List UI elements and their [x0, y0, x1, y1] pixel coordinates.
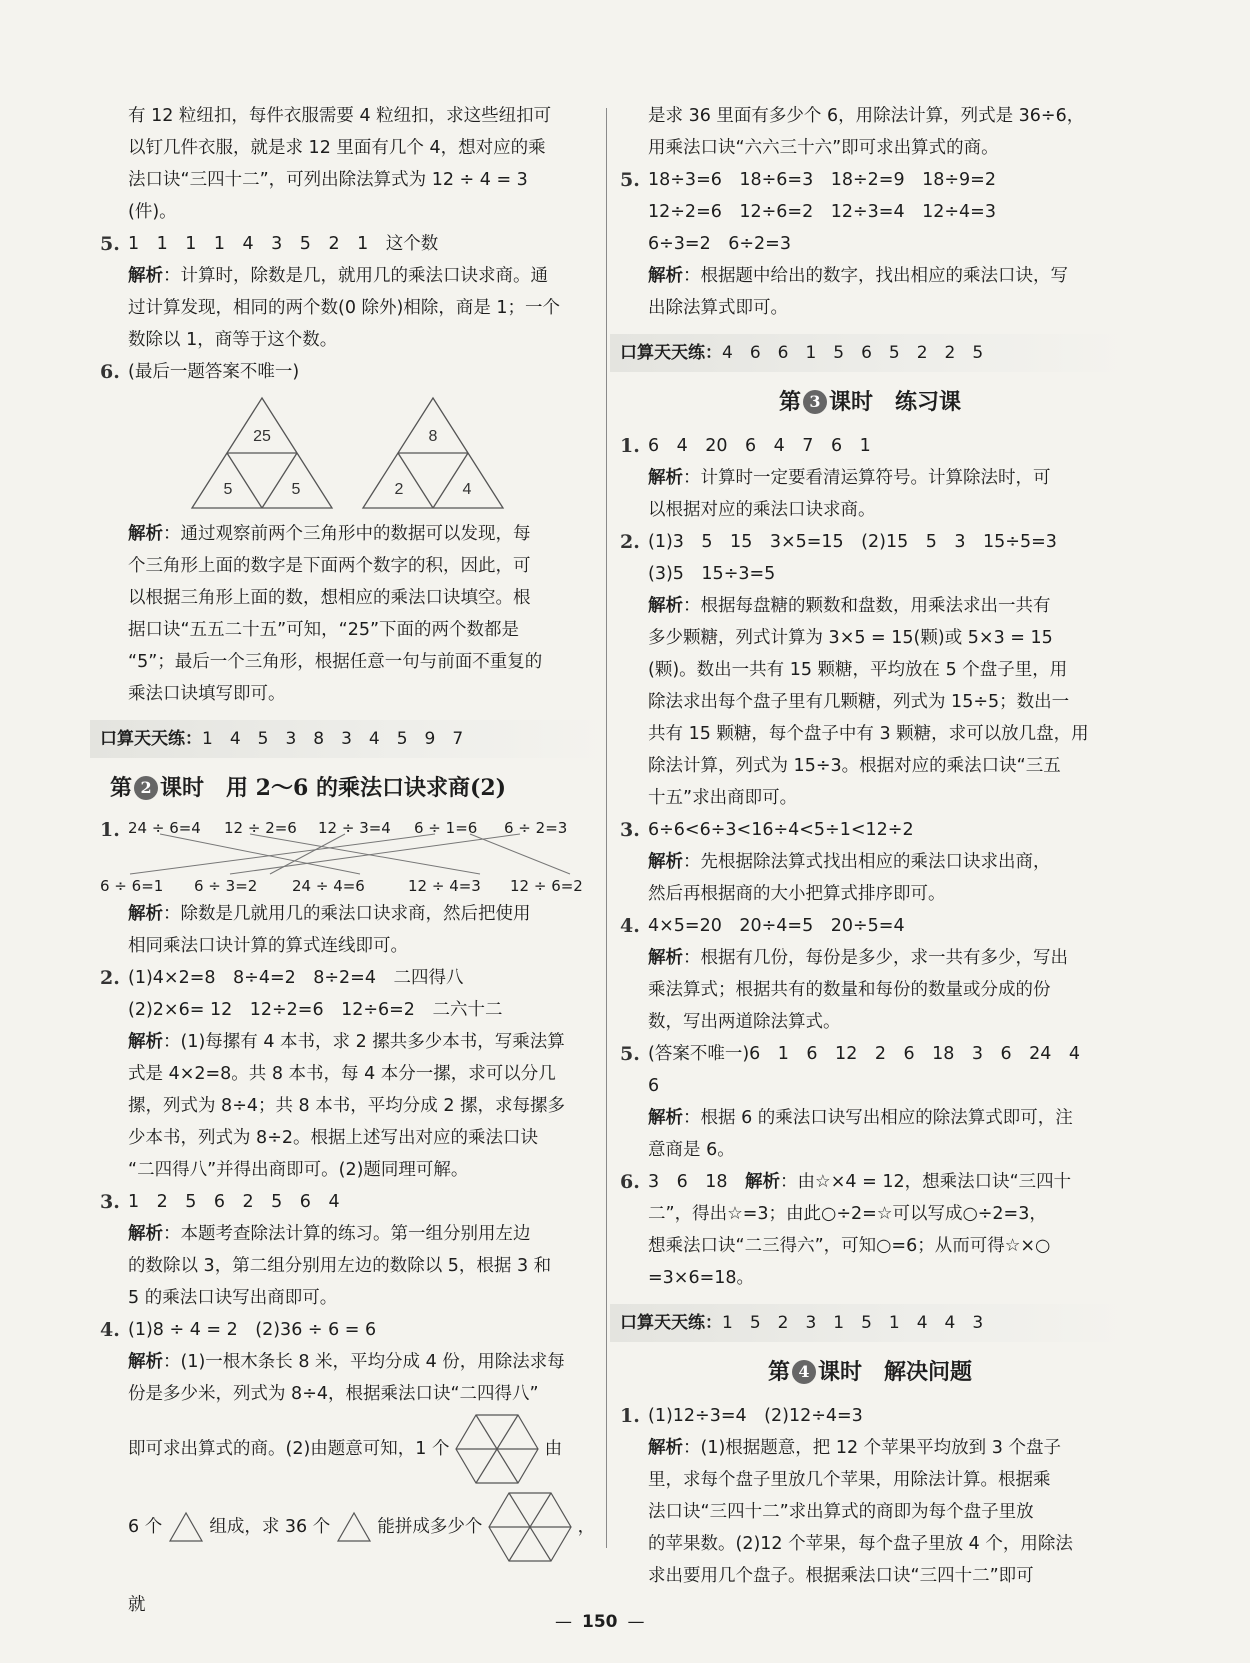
analysis-line [100, 1218, 600, 1250]
page-number-value: 150 [582, 1612, 618, 1632]
triangle-1-bottom-right: 5 [291, 481, 301, 498]
answer-line: (2)2×6= 12 12÷2=6 12÷6=2 二六十二 [128, 1000, 503, 1020]
answer-line: (3)5 15÷3=5 [648, 564, 776, 584]
lesson-title [100, 768, 600, 808]
analysis-line: 数除以 1，商等于这个数。 [128, 330, 338, 350]
answer: (答案不唯一)6 1 6 12 2 6 18 3 6 24 4 [648, 1044, 1081, 1064]
analysis-line: 过计算发现，相同的两个数(0 除外)相除，商是 1；一个 [128, 298, 561, 318]
analysis-line [100, 260, 600, 292]
analysis-line [100, 1346, 600, 1378]
analysis-line [100, 1488, 600, 1644]
analysis-label: 解析 [648, 1438, 683, 1458]
question-3 [620, 814, 1120, 846]
analysis-line: 除法计算，列式为 15÷3。根据对应的乘法口诀“三五 [648, 756, 1061, 776]
lesson-number-badge: 4 [792, 1360, 816, 1384]
lesson-prefix: 第 [767, 1359, 790, 1385]
answer: (1)8 ÷ 4 = 2 (2)36 ÷ 6 = 6 [128, 1320, 377, 1340]
answer: 1 2 5 6 2 5 6 4 [128, 1192, 340, 1212]
analysis-label: 解析 [648, 852, 683, 872]
question-number: 4. [620, 915, 640, 937]
oral-practice-values: 1 5 2 3 1 5 1 4 4 3 [722, 1313, 984, 1333]
oral-practice-values: 4 6 6 1 5 6 5 2 2 5 [722, 343, 984, 363]
question-number: 3. [620, 819, 640, 841]
analysis-label: 解析 [128, 1352, 163, 1372]
left-column [100, 100, 600, 1644]
analysis-line: “二四得八”并得出商即可。(2)题同理可解。 [128, 1160, 469, 1180]
match-top-item: 6 ÷ 2=3 [504, 819, 568, 837]
analysis-text: ：(1)根据题意，把 12 个苹果平均放到 3 个盘子 [683, 1438, 1061, 1458]
answer: 6÷6<6÷3<16÷4<5÷1<12÷2 [648, 820, 914, 840]
analysis-line: 多少颗糖，列式计算为 3×5 = 15(颗)或 5×3 = 15 [648, 628, 1053, 648]
answer-line: 6 [648, 1076, 660, 1096]
analysis-line: 求出要用几个盘子。根据乘法口诀“三四十二”即可 [648, 1566, 1034, 1586]
question-6 [100, 356, 600, 388]
oral-practice-label: 口算天天练： [620, 1313, 722, 1333]
analysis-line: 据口诀“五五二十五”可知，“25”下面的两个数都是 [128, 620, 520, 640]
match-bottom-item: 6 ÷ 6=1 [100, 877, 164, 895]
analysis-line [100, 898, 600, 930]
analysis-text: 组成，求 36 个 [209, 1517, 331, 1537]
analysis-text: ：除数是几就用几的乘法口诀求商，然后把使用 [163, 904, 531, 924]
question-1 [620, 1400, 1120, 1432]
analysis-line: 意商是 6。 [648, 1140, 735, 1160]
triangle-2 [363, 398, 503, 508]
answer-line: 12÷2=6 12÷6=2 12÷3=4 12÷4=3 [648, 202, 996, 222]
analysis-line [620, 462, 1120, 494]
answer: 3 6 18 [648, 1172, 746, 1192]
analysis-label: 解析 [648, 468, 683, 488]
lesson-prefix: 第 [110, 775, 133, 801]
analysis-label: 解析 [648, 266, 683, 286]
analysis-text: ：(1)每摞有 4 本书，求 2 摞共多少本书，写乘法算 [163, 1032, 565, 1052]
analysis-line: “5”；最后一个三角形，根据任意一句与前面不重复的 [128, 652, 543, 672]
oral-practice-label: 口算天天练： [100, 729, 202, 749]
question-4 [100, 1314, 600, 1346]
analysis-text: ：计算时一定要看清运算符号。计算除法时，可 [683, 468, 1051, 488]
analysis-text: 6 个 [128, 1517, 163, 1537]
analysis-line: 少本书，列式为 8÷2。根据上述写出对应的乘法口诀 [128, 1128, 538, 1148]
analysis-line: (颗)。数出一共有 15 颗糖，平均放在 5 个盘子里，用 [648, 660, 1068, 680]
triangle-1 [192, 398, 332, 508]
analysis-line: 出除法算式即可。 [648, 298, 788, 318]
match-bottom-item: 6 ÷ 3=2 [194, 877, 258, 895]
analysis-line [620, 1432, 1120, 1464]
answer: (1)3 5 15 3×5=15 (2)15 5 3 15÷5=3 [648, 532, 1057, 552]
analysis-text: ，就 [128, 1517, 596, 1615]
triangle-figures [100, 394, 600, 512]
question-5b [620, 1038, 1120, 1070]
analysis-line: 摞，列式为 8÷4；共 8 本书，平均分成 2 摞，求每摞多 [128, 1096, 566, 1116]
lesson-name: 课时 用 2～6 的乘法口诀求商(2) [160, 775, 507, 801]
triangle-icon [168, 1511, 204, 1543]
analysis-line: 5 的乘法口诀写出商即可。 [128, 1288, 338, 1308]
lesson-title [620, 382, 1120, 422]
question-number: 5. [620, 1043, 640, 1065]
oral-practice-values: 1 4 5 3 8 3 4 5 9 7 [202, 729, 464, 749]
analysis-line: 数，写出两道除法算式。 [648, 1012, 841, 1032]
match-bottom-item: 12 ÷ 4=3 [408, 877, 481, 895]
analysis-text: ：根据题中给出的数字，找出相应的乘法口诀，写 [683, 266, 1068, 286]
lesson-number-badge: 3 [803, 390, 827, 414]
analysis-label: 解析 [648, 1108, 683, 1128]
match-top-item: 6 ÷ 1=6 [414, 819, 478, 837]
answer: 1 1 1 1 4 3 5 2 1 这个数 [128, 234, 439, 254]
analysis-label: 解析 [648, 948, 683, 968]
lesson-prefix: 第 [778, 389, 801, 415]
analysis-line: 的苹果数。(2)12 个苹果，每个盘子里放 4 个，用除法 [648, 1534, 1073, 1554]
triangles-svg [100, 394, 580, 512]
footer-dash: — [627, 1612, 645, 1632]
text-line: 是求 36 里面有多少个 6，用除法计算，列式是 36÷6， [648, 106, 1085, 126]
analysis-label: 解析 [128, 904, 163, 924]
lesson-name: 课时 解决问题 [818, 1359, 973, 1385]
analysis-line: 想乘法口诀“二三得六”，可知○=6；从而可得☆×○ [648, 1236, 1051, 1256]
right-column [620, 100, 1120, 1592]
page-number [545, 1612, 655, 1632]
question-2 [620, 526, 1120, 558]
question-2 [100, 962, 600, 994]
lesson-title [620, 1352, 1120, 1392]
match-top-item: 12 ÷ 2=6 [224, 819, 297, 837]
match-top-item: 12 ÷ 3=4 [318, 819, 391, 837]
text-line: 用乘法口诀“六六三十六”即可求出算式的商。 [648, 138, 999, 158]
question-number: 5. [620, 169, 640, 191]
analysis-text: 能拼成多少个 [377, 1517, 483, 1537]
analysis-text: 由 [544, 1439, 563, 1459]
match-top-item: 24 ÷ 6=4 [128, 819, 201, 837]
analysis-line [100, 1410, 600, 1488]
analysis-line: 十五”求出商即可。 [648, 788, 798, 808]
analysis-label: 解析 [128, 266, 163, 286]
answer: (最后一题答案不唯一) [128, 362, 300, 382]
answer: 6 4 20 6 4 7 6 1 [648, 436, 871, 456]
analysis-line: 式是 4×2=8。共 8 本书，每 4 本分一摞，求可以分几 [128, 1064, 556, 1084]
answer: (1)4×2=8 8÷4=2 8÷2=4 二四得八 [128, 968, 464, 988]
hexagon-icon [455, 1412, 539, 1486]
match-bottom-item: 12 ÷ 6=2 [510, 877, 583, 895]
analysis-label: 解析 [745, 1172, 781, 1192]
triangle-2-bottom-left: 2 [394, 481, 404, 498]
oral-practice-bar [90, 720, 608, 758]
analysis-text: ：计算时，除数是几，就用几的乘法口诀求商。通 [163, 266, 548, 286]
question-6 [620, 1166, 1120, 1198]
oral-practice-label: 口算天天练： [620, 343, 722, 363]
question-number: 3. [100, 1191, 120, 1213]
text-line: (件)。 [128, 202, 177, 222]
question-number: 2. [100, 967, 120, 989]
question-number: 1. [620, 1405, 640, 1427]
lesson-number-badge: 2 [134, 776, 158, 800]
hexagon-icon [488, 1490, 572, 1564]
footer-dash: — [555, 1612, 572, 1632]
analysis-line: 二”，得出☆=3；由此○÷2=☆可以写成○÷2=3， [648, 1204, 1047, 1224]
analysis-line: 然后再根据商的大小把算式排序即可。 [648, 884, 946, 904]
analysis-text: 即可求出算式的商。(2)由题意可知，1 个 [128, 1439, 450, 1459]
answer: 4×5=20 20÷4=5 20÷5=4 [648, 916, 905, 936]
analysis-line: 以根据对应的乘法口诀求商。 [648, 500, 876, 520]
analysis-label: 解析 [128, 524, 163, 544]
answer-line: 6÷3=2 6÷2=3 [648, 234, 791, 254]
triangle-1-bottom-left: 5 [223, 481, 233, 498]
question-number: 2. [620, 531, 640, 553]
analysis-label: 解析 [128, 1224, 163, 1244]
question-3 [100, 1186, 600, 1218]
analysis-text: ：根据每盘糖的颗数和盘数，用乘法求出一共有 [683, 596, 1051, 616]
question-number: 1. [620, 435, 640, 457]
question-number: 4. [100, 1319, 120, 1341]
lesson-name: 课时 练习课 [829, 389, 962, 415]
analysis-line: 的数除以 3，第二组分别用左边的数除以 5，根据 3 和 [128, 1256, 552, 1276]
analysis-label: 解析 [648, 596, 683, 616]
analysis-line: 相同乘法口诀计算的算式连线即可。 [128, 936, 408, 956]
analysis-line: =3×6=18。 [648, 1268, 755, 1288]
analysis-text: ：本题考查除法计算的练习。第一组分别用左边 [163, 1224, 531, 1244]
analysis-line [620, 942, 1120, 974]
analysis-line: 乘法口诀填写即可。 [128, 684, 286, 704]
analysis-text: ：根据有几份，每份是多少，求一共有多少，写出 [683, 948, 1068, 968]
analysis-text: ：通过观察前两个三角形中的数据可以发现，每 [163, 524, 531, 544]
analysis-line: 里，求每个盘子里放几个苹果，用除法计算。根据乘 [648, 1470, 1051, 1490]
analysis-line: 个三角形上面的数字是下面两个数字的积，因此，可 [128, 556, 531, 576]
text-line: 法口诀“三四十二”，可列出除法算式为 12 ÷ 4 = 3 [128, 170, 528, 190]
question-1 [620, 430, 1120, 462]
analysis-line: 除法求出每个盘子里有几颗糖，列式为 15÷5；数出一 [648, 692, 1070, 712]
text-line: 有 12 粒纽扣，每件衣服需要 4 粒纽扣，求这些纽扣可 [128, 106, 552, 126]
answer: 18÷3=6 18÷6=3 18÷2=9 18÷9=2 [648, 170, 996, 190]
question-number: 1. [100, 819, 120, 841]
analysis-line [620, 260, 1120, 292]
analysis-line: 乘法算式；根据共有的数量和每份的数量或分成的份 [648, 980, 1051, 1000]
analysis-text: ：根据 6 的乘法口诀写出相应的除法算式即可，注 [683, 1108, 1073, 1128]
triangle-2-top: 8 [428, 428, 438, 445]
analysis-line [100, 518, 600, 550]
analysis-text: ：由☆×4 = 12，想乘法口诀“三四十 [780, 1172, 1072, 1192]
question-5 [620, 164, 1120, 196]
match-bottom-item: 24 ÷ 4=6 [292, 877, 365, 895]
triangle-2-bottom-right: 4 [462, 481, 472, 498]
analysis-line: 法口诀“三四十二”求出算式的商即为每个盘子里放 [648, 1502, 1034, 1522]
triangle-icon [336, 1511, 372, 1543]
oral-practice-bar [610, 334, 1128, 372]
text-line: 以钉几件衣服，就是求 12 里面有几个 4，想对应的乘 [128, 138, 546, 158]
question-5 [100, 228, 600, 260]
question-number: 6. [620, 1171, 640, 1193]
analysis-line: 以根据三角形上面的数，想相应的乘法口诀填空。根 [128, 588, 531, 608]
matching-exercise [100, 816, 600, 898]
analysis-line [620, 846, 1120, 878]
triangle-1-top: 25 [253, 428, 271, 445]
analysis-label: 解析 [128, 1032, 163, 1052]
analysis-line [100, 1026, 600, 1058]
column-divider [606, 108, 607, 1548]
analysis-line: 份是多少米，列式为 8÷4，根据乘法口诀“二四得八” [128, 1384, 539, 1404]
analysis-text: ：先根据除法算式找出相应的乘法口诀求出商， [683, 852, 1051, 872]
analysis-line [620, 590, 1120, 622]
analysis-line: 共有 15 颗糖，每个盘子中有 3 颗糖，求可以放几盘，用 [648, 724, 1089, 744]
question-number: 5. [100, 233, 120, 255]
question-4 [620, 910, 1120, 942]
answer: (1)12÷3=4 (2)12÷4=3 [648, 1406, 863, 1426]
question-number: 6. [100, 361, 120, 383]
oral-practice-bar [610, 1304, 1128, 1342]
analysis-text: ：(1)一根木条长 8 米，平均分成 4 份，用除法求每 [163, 1352, 565, 1372]
analysis-line [620, 1102, 1120, 1134]
